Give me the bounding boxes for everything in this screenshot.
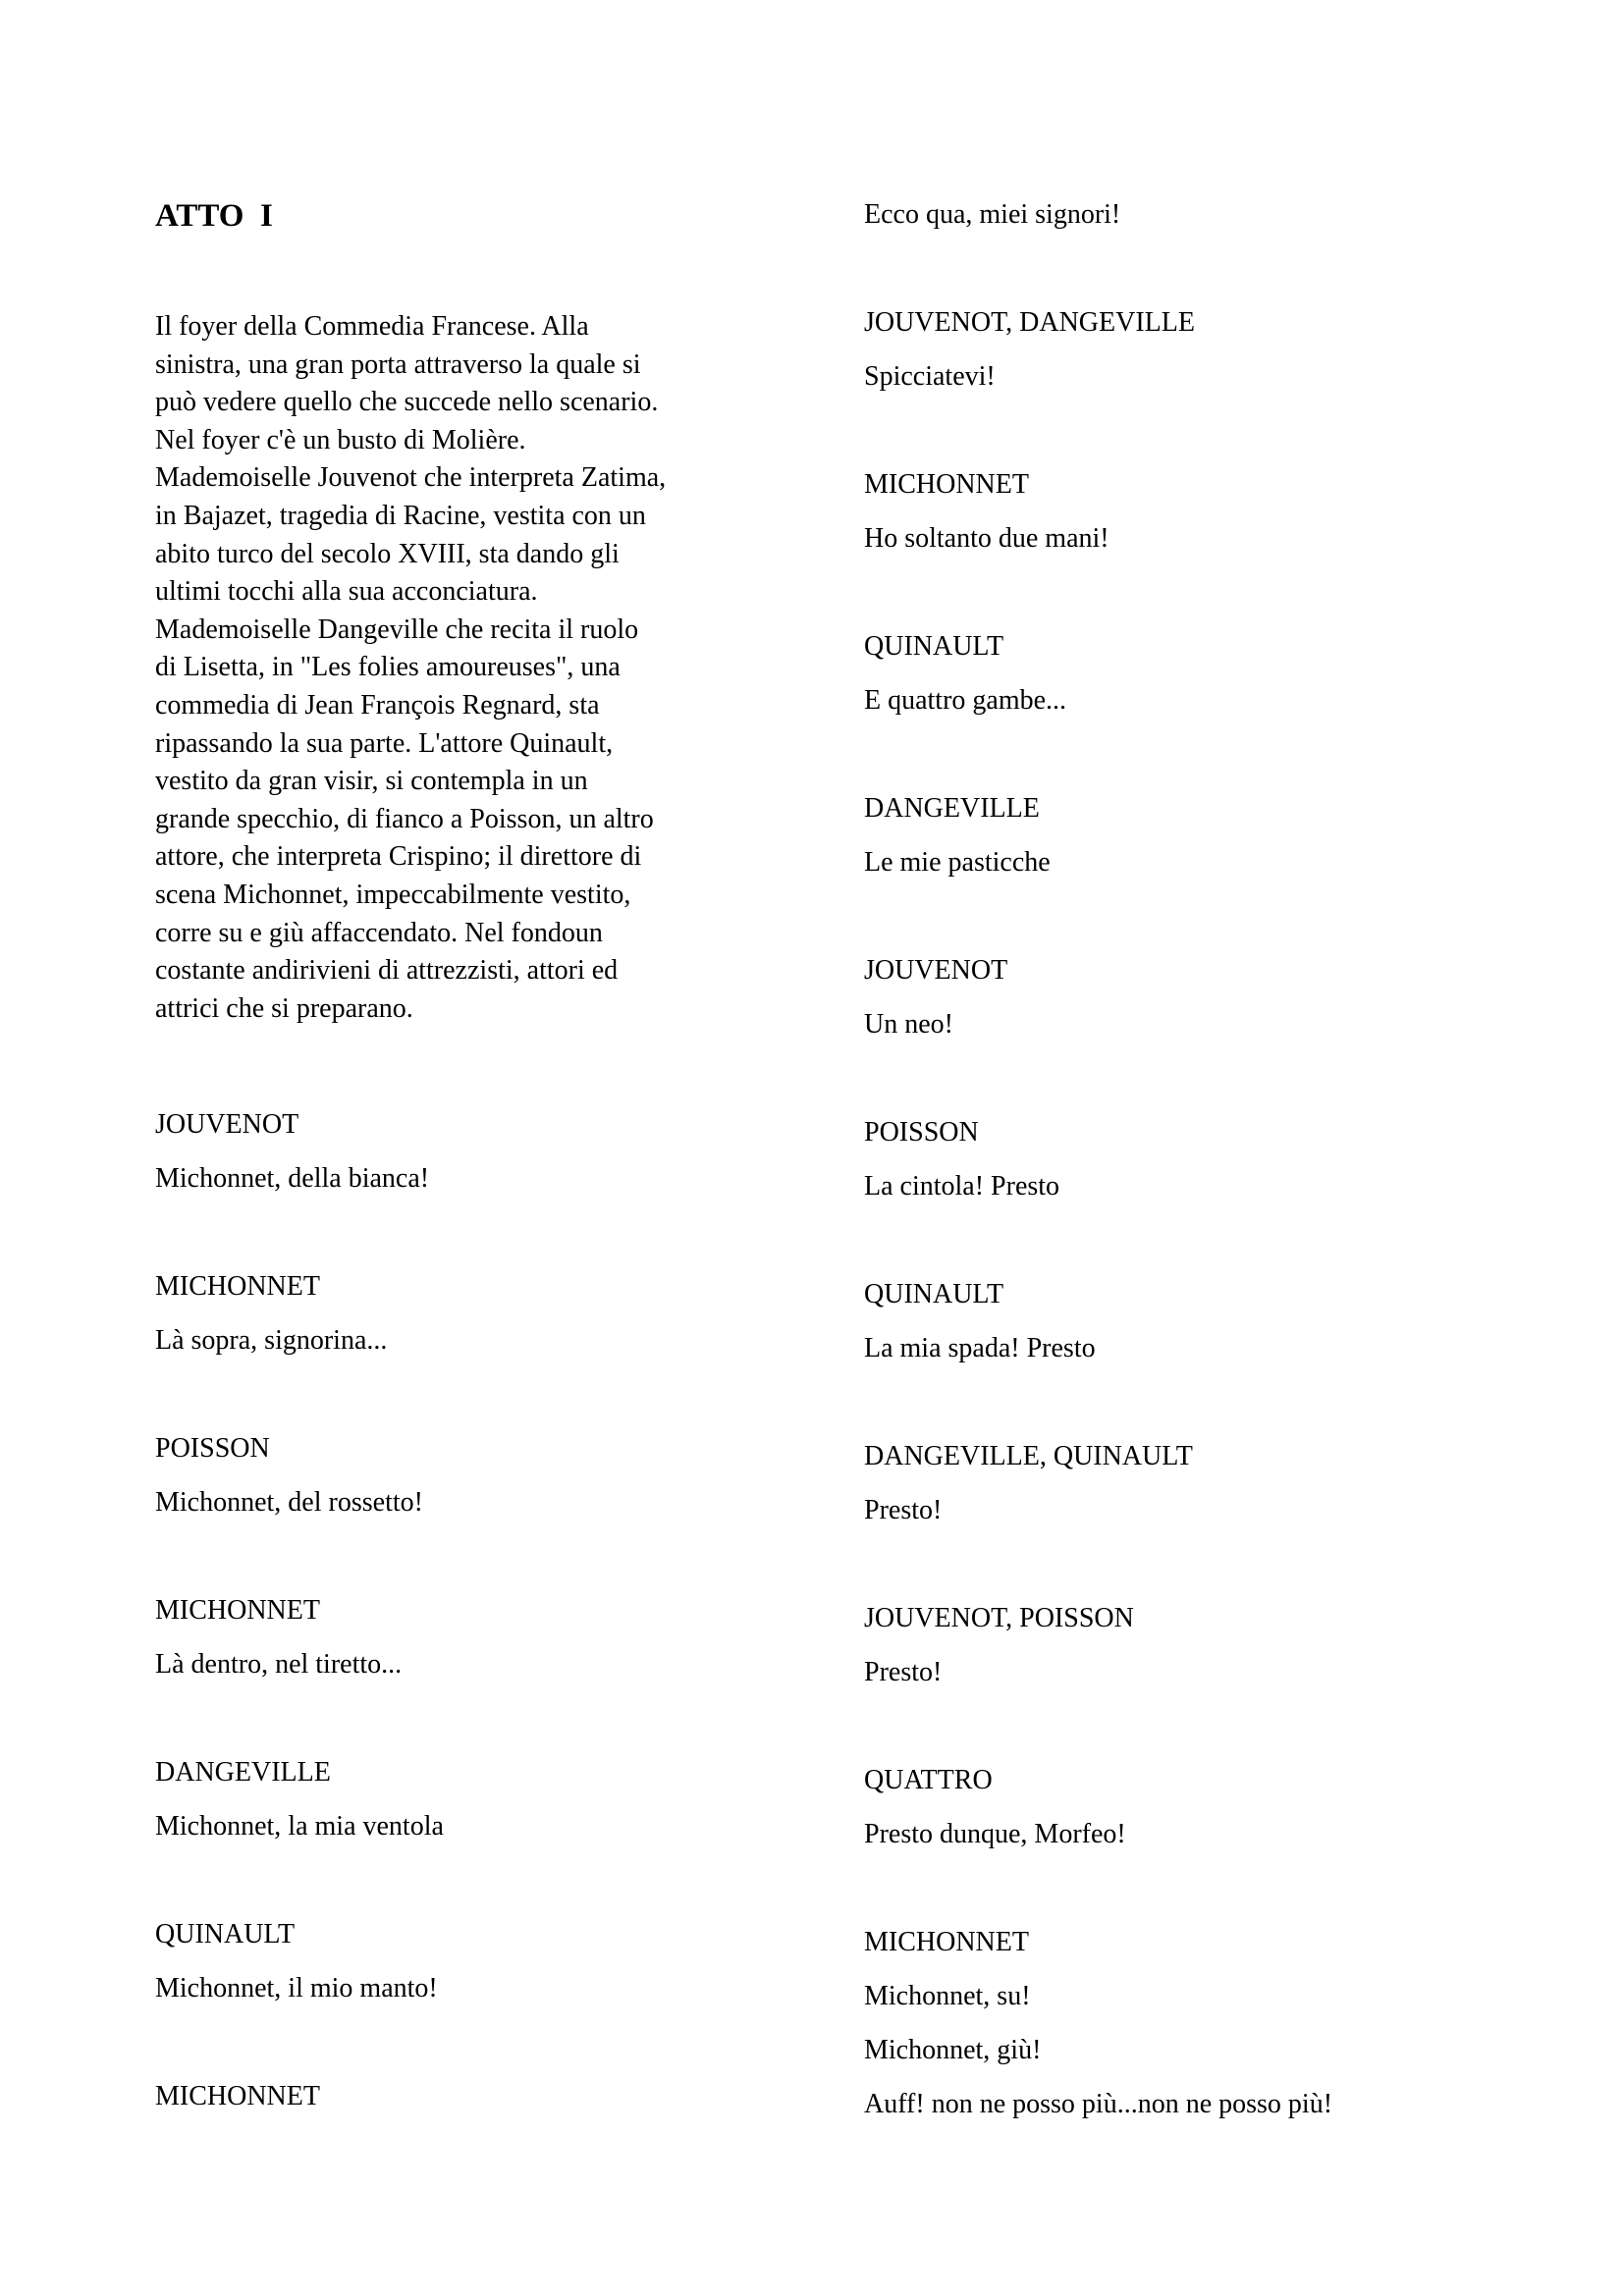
stage-direction-line: vestito da gran visir, si contempla in un: [155, 766, 588, 797]
dialogue-block: [864, 1114, 1564, 1205]
speaker-name: MICHONNET: [155, 1271, 320, 1303]
dialogue-line: Un neo!: [864, 1009, 953, 1040]
speaker-name: DANGEVILLE: [864, 793, 1040, 824]
speaker-name: QUINAULT: [864, 1279, 1004, 1309]
stage-direction-line: sinistra, una gran porta attraverso la quale si: [155, 348, 641, 380]
two-column-layout: [155, 196, 1564, 2194]
stage-direction-line: Il foyer della Commedia Francese. Alla: [155, 311, 589, 342]
dialogue-block: [864, 196, 1564, 234]
stage-direction-line: abito turco del secolo XVIII, sta dando gli: [155, 538, 620, 569]
dialogue-line: Là sopra, signorina...: [155, 1325, 388, 1357]
dialogue-line: La mia spada! Presto: [864, 1333, 1096, 1363]
dialogue-block: [155, 1592, 864, 1683]
stage-direction-line: Mademoiselle Jouvenot che interpreta Zatima,: [155, 462, 667, 494]
left-dialogue-list: [155, 1106, 864, 2115]
dialogue-line: Michonnet, su!: [864, 1981, 1031, 2011]
speaker-name: JOUVENOT, POISSON: [864, 1603, 1134, 1633]
dialogue-line: Presto!: [864, 1657, 943, 1687]
dialogue-block: [155, 1430, 864, 1522]
dialogue-block: [864, 628, 1564, 720]
right-column: [864, 196, 1564, 2194]
dialogue-block: [864, 1276, 1564, 1367]
dialogue-block: [155, 2078, 864, 2115]
speaker-name: MICHONNET: [864, 469, 1029, 500]
stage-direction-line: attrici che si preparano.: [155, 992, 413, 1024]
dialogue-block: [864, 466, 1564, 558]
stage-direction-line: scena Michonnet, impeccabilmente vestito,: [155, 879, 631, 910]
dialogue-line: Michonnet, della bianca!: [155, 1163, 430, 1195]
stage-direction-line: di Lisetta, in "Les folies amoureuses", una: [155, 652, 621, 683]
dialogue-line: E quattro gambe...: [864, 685, 1067, 716]
dialogue-line: Ecco qua, miei signori!: [864, 199, 1121, 230]
dialogue-block: [864, 1438, 1564, 1529]
speaker-name: MICHONNET: [864, 1927, 1029, 1957]
dialogue-block: [155, 1916, 864, 2007]
stage-direction-line: ultimi tocchi alla sua acconciatura.: [155, 576, 538, 608]
speaker-name: QUATTRO: [864, 1765, 993, 1795]
dialogue-block: [864, 790, 1564, 881]
dialogue-line: Michonnet, il mio manto!: [155, 1973, 438, 2004]
stage-direction-line: può vedere quello che succede nello scenario.: [155, 387, 659, 418]
dialogue-line: Ho soltanto due mani!: [864, 523, 1109, 554]
dialogue-block: [864, 952, 1564, 1043]
dialogue-line: Spicciatevi!: [864, 361, 996, 392]
dialogue-line: Presto!: [864, 1495, 943, 1525]
dialogue-line: Là dentro, nel tiretto...: [155, 1649, 403, 1681]
speaker-name: DANGEVILLE: [155, 1757, 331, 1789]
dialogue-block: [155, 1106, 864, 1198]
dialogue-block: [864, 304, 1564, 396]
dialogue-block: [864, 1762, 1564, 1853]
stage-direction-line: Mademoiselle Dangeville che recita il ruolo: [155, 614, 639, 645]
dialogue-line: Le mie pasticche: [864, 847, 1051, 878]
stage-direction-line: commedia di Jean François Regnard, sta: [155, 689, 600, 721]
speaker-name: JOUVENOT: [864, 955, 1008, 986]
speaker-name: JOUVENOT, DANGEVILLE: [864, 307, 1195, 338]
speaker-name: DANGEVILLE, QUINAULT: [864, 1441, 1193, 1471]
dialogue-block: [864, 1924, 1564, 2123]
speaker-name: JOUVENOT: [155, 1109, 299, 1141]
stage-direction-line: grande specchio, di fianco a Poisson, un altro: [155, 803, 654, 834]
speaker-name: QUINAULT: [155, 1919, 296, 1950]
stage-direction-line: in Bajazet, tragedia di Racine, vestita con un: [155, 500, 646, 531]
dialogue-line: Michonnet, giù!: [864, 2035, 1042, 2065]
stage-direction-line: ripassando la sua parte. L'attore Quinault,: [155, 727, 614, 759]
stage-direction: [155, 308, 864, 1028]
dialogue-line: Presto dunque, Morfeo!: [864, 1819, 1126, 1849]
dialogue-line: Auff! non ne posso più...non ne posso più!: [864, 2089, 1333, 2119]
dialogue-block: [864, 1600, 1564, 1691]
dialogue-line: La cintola! Presto: [864, 1171, 1060, 1201]
stage-direction-line: attore, che interpreta Crispino; il direttore di: [155, 841, 642, 873]
right-dialogue-list: [864, 196, 1564, 2123]
act-title: ATTO I: [155, 198, 273, 234]
stage-direction-line: Nel foyer c'è un busto di Molière.: [155, 424, 526, 455]
stage-direction-line: corre su e giù affaccendato. Nel fondoun: [155, 917, 603, 948]
dialogue-line: Michonnet, del rossetto!: [155, 1487, 423, 1519]
dialogue-block: [155, 1754, 864, 1845]
speaker-name: QUINAULT: [864, 631, 1004, 662]
dialogue-block: [155, 1268, 864, 1360]
stage-direction-line: costante andirivieni di attrezzisti, attori ed: [155, 955, 619, 987]
dialogue-line: Michonnet, la mia ventola: [155, 1811, 444, 1842]
left-column: [155, 196, 864, 2186]
speaker-name: MICHONNET: [155, 1595, 320, 1627]
speaker-name: POISSON: [155, 1433, 270, 1465]
speaker-name: MICHONNET: [155, 2081, 320, 2112]
speaker-name: POISSON: [864, 1117, 979, 1148]
